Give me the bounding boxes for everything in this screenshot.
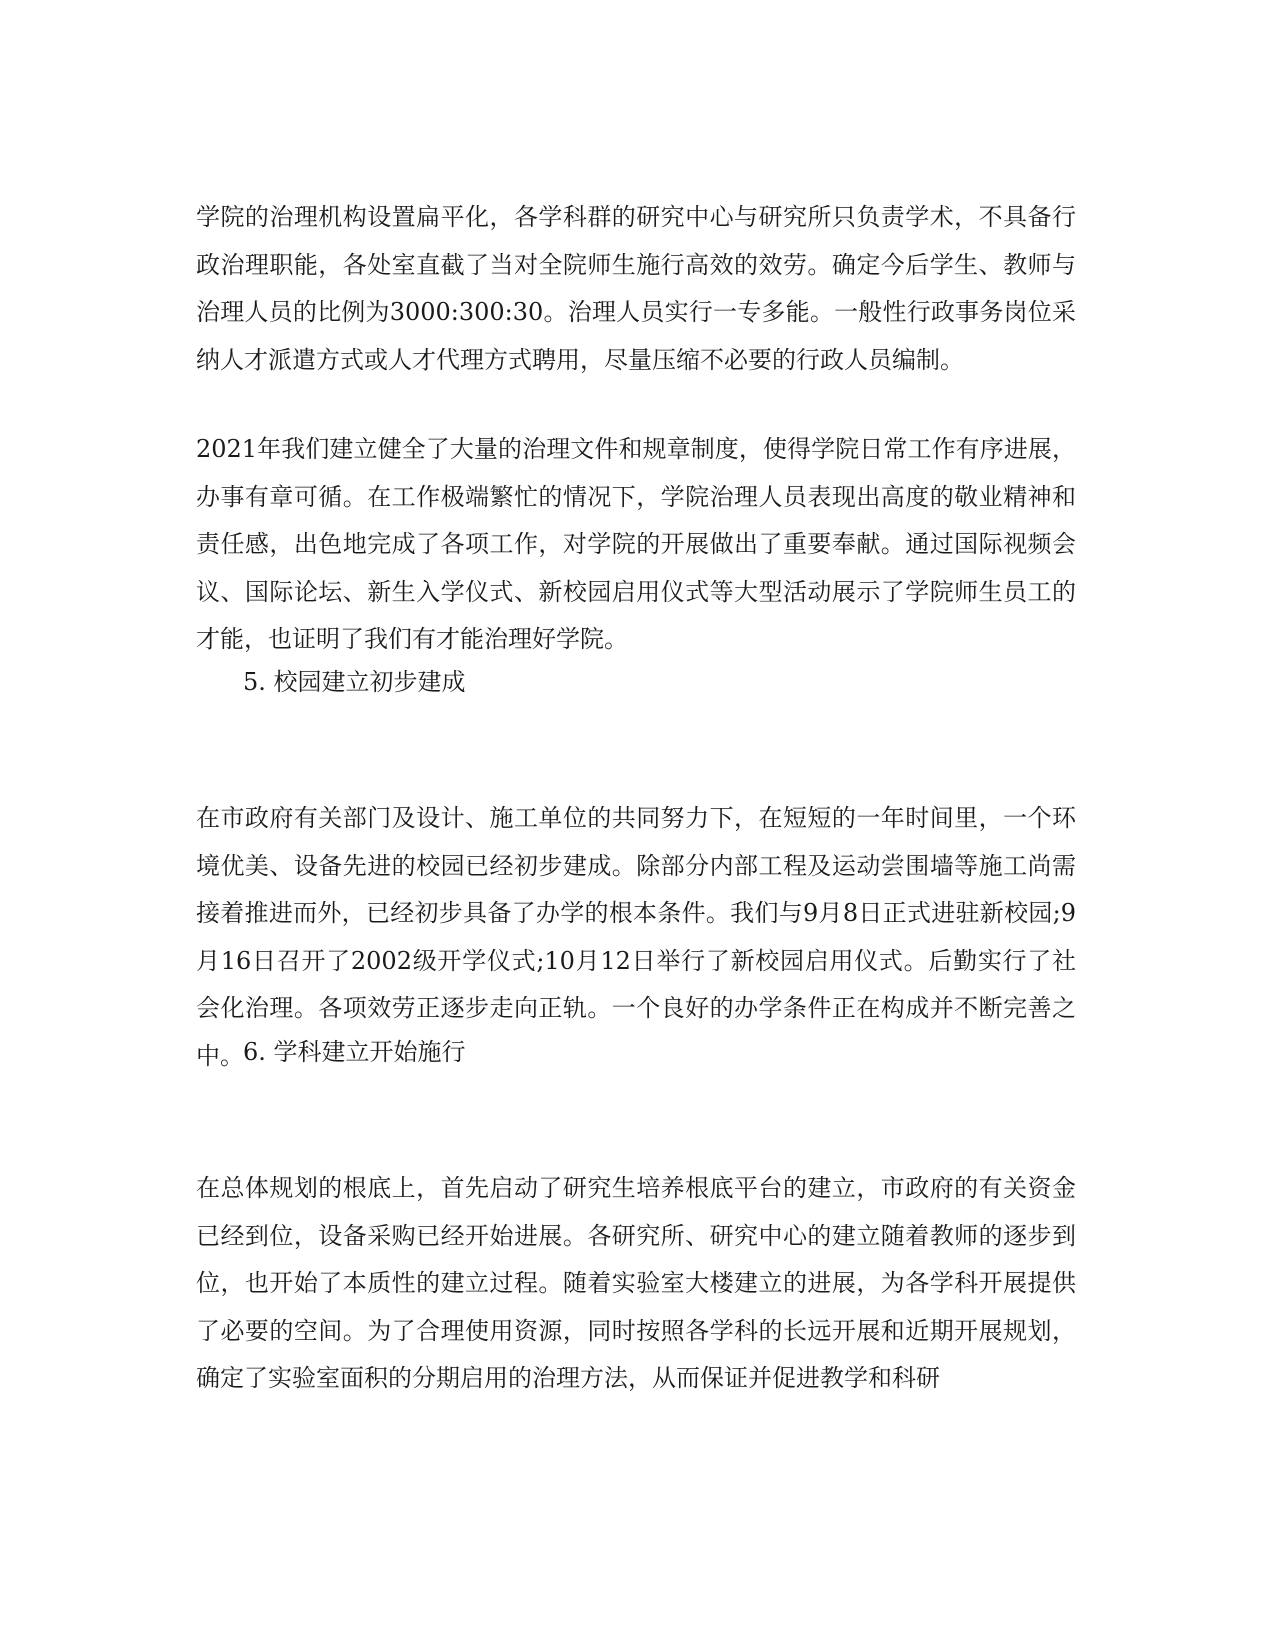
section-heading-campus: 5. 校园建立初步建成 [243, 668, 466, 696]
paragraph-discipline-construction: 在总体规划的根底上，首先启动了研究生培养根底平台的建立，市政府的有关资金已经到位，设备采购已经开始进展。各研究所、研究中心的建立随着教师的逐步到位，也开始了本质性的建立过程。随着实验室大楼建立的进展，为各学科开展提供了必要的空间。为了合理使用资源，同时按照各学科的长远开展和近期开展规划，确定了实验室面积的分期启用的治理方法，从而保证并促进教学和科研 [196, 1174, 1076, 1392]
paragraph-management-2021: 2021年我们建立健全了大量的治理文件和规章制度，使得学院日常工作有序进展，办事有章可循。在工作极端繁忙的情况下，学院治理人员表现出高度的敬业精神和责任感，出色地完成了各项工作，对学院的开展做出了重要奉献。通过国际视频会议、国际论坛、新生入学仪式、新校园启用仪式等大型活动展示了学院师生员工的才能，也证明了我们有才能治理好学院。 [196, 435, 1076, 653]
paragraph-campus-construction: 在市政府有关部门及设计、施工单位的共同努力下，在短短的一年时间里，一个环境优美、设备先进的校园已经初步建成。除部分内部工程及运动尝围墙等施工尚需接着推进而外，已经初步具备了办学的根本条件。我们与9月8日正式进驻新校园;9月16日召开了2002级开学仪式;10月12日举行了新校园启用仪式。后勤实行了社会化治理。各项效劳正逐步走向正轨。一个良好的办学条件正在构成并不断完善之中。 [196, 804, 1076, 1070]
section-heading-disciplines: 6. 学科建立开始施行 [243, 1038, 466, 1066]
paragraph-admin-structure: 学院的治理机构设置扁平化，各学科群的研究中心与研究所只负责学术，不具备行政治理职能，各处室直截了当对全院师生施行高效的效劳。确定今后学生、教师与治理人员的比例为3000:300:30。治理人员实行一专多能。一般性行政事务岗位采纳人才派遣方式或人才代理方式聘用，尽量压缩不必要的行政人员编制。 [196, 203, 1076, 374]
